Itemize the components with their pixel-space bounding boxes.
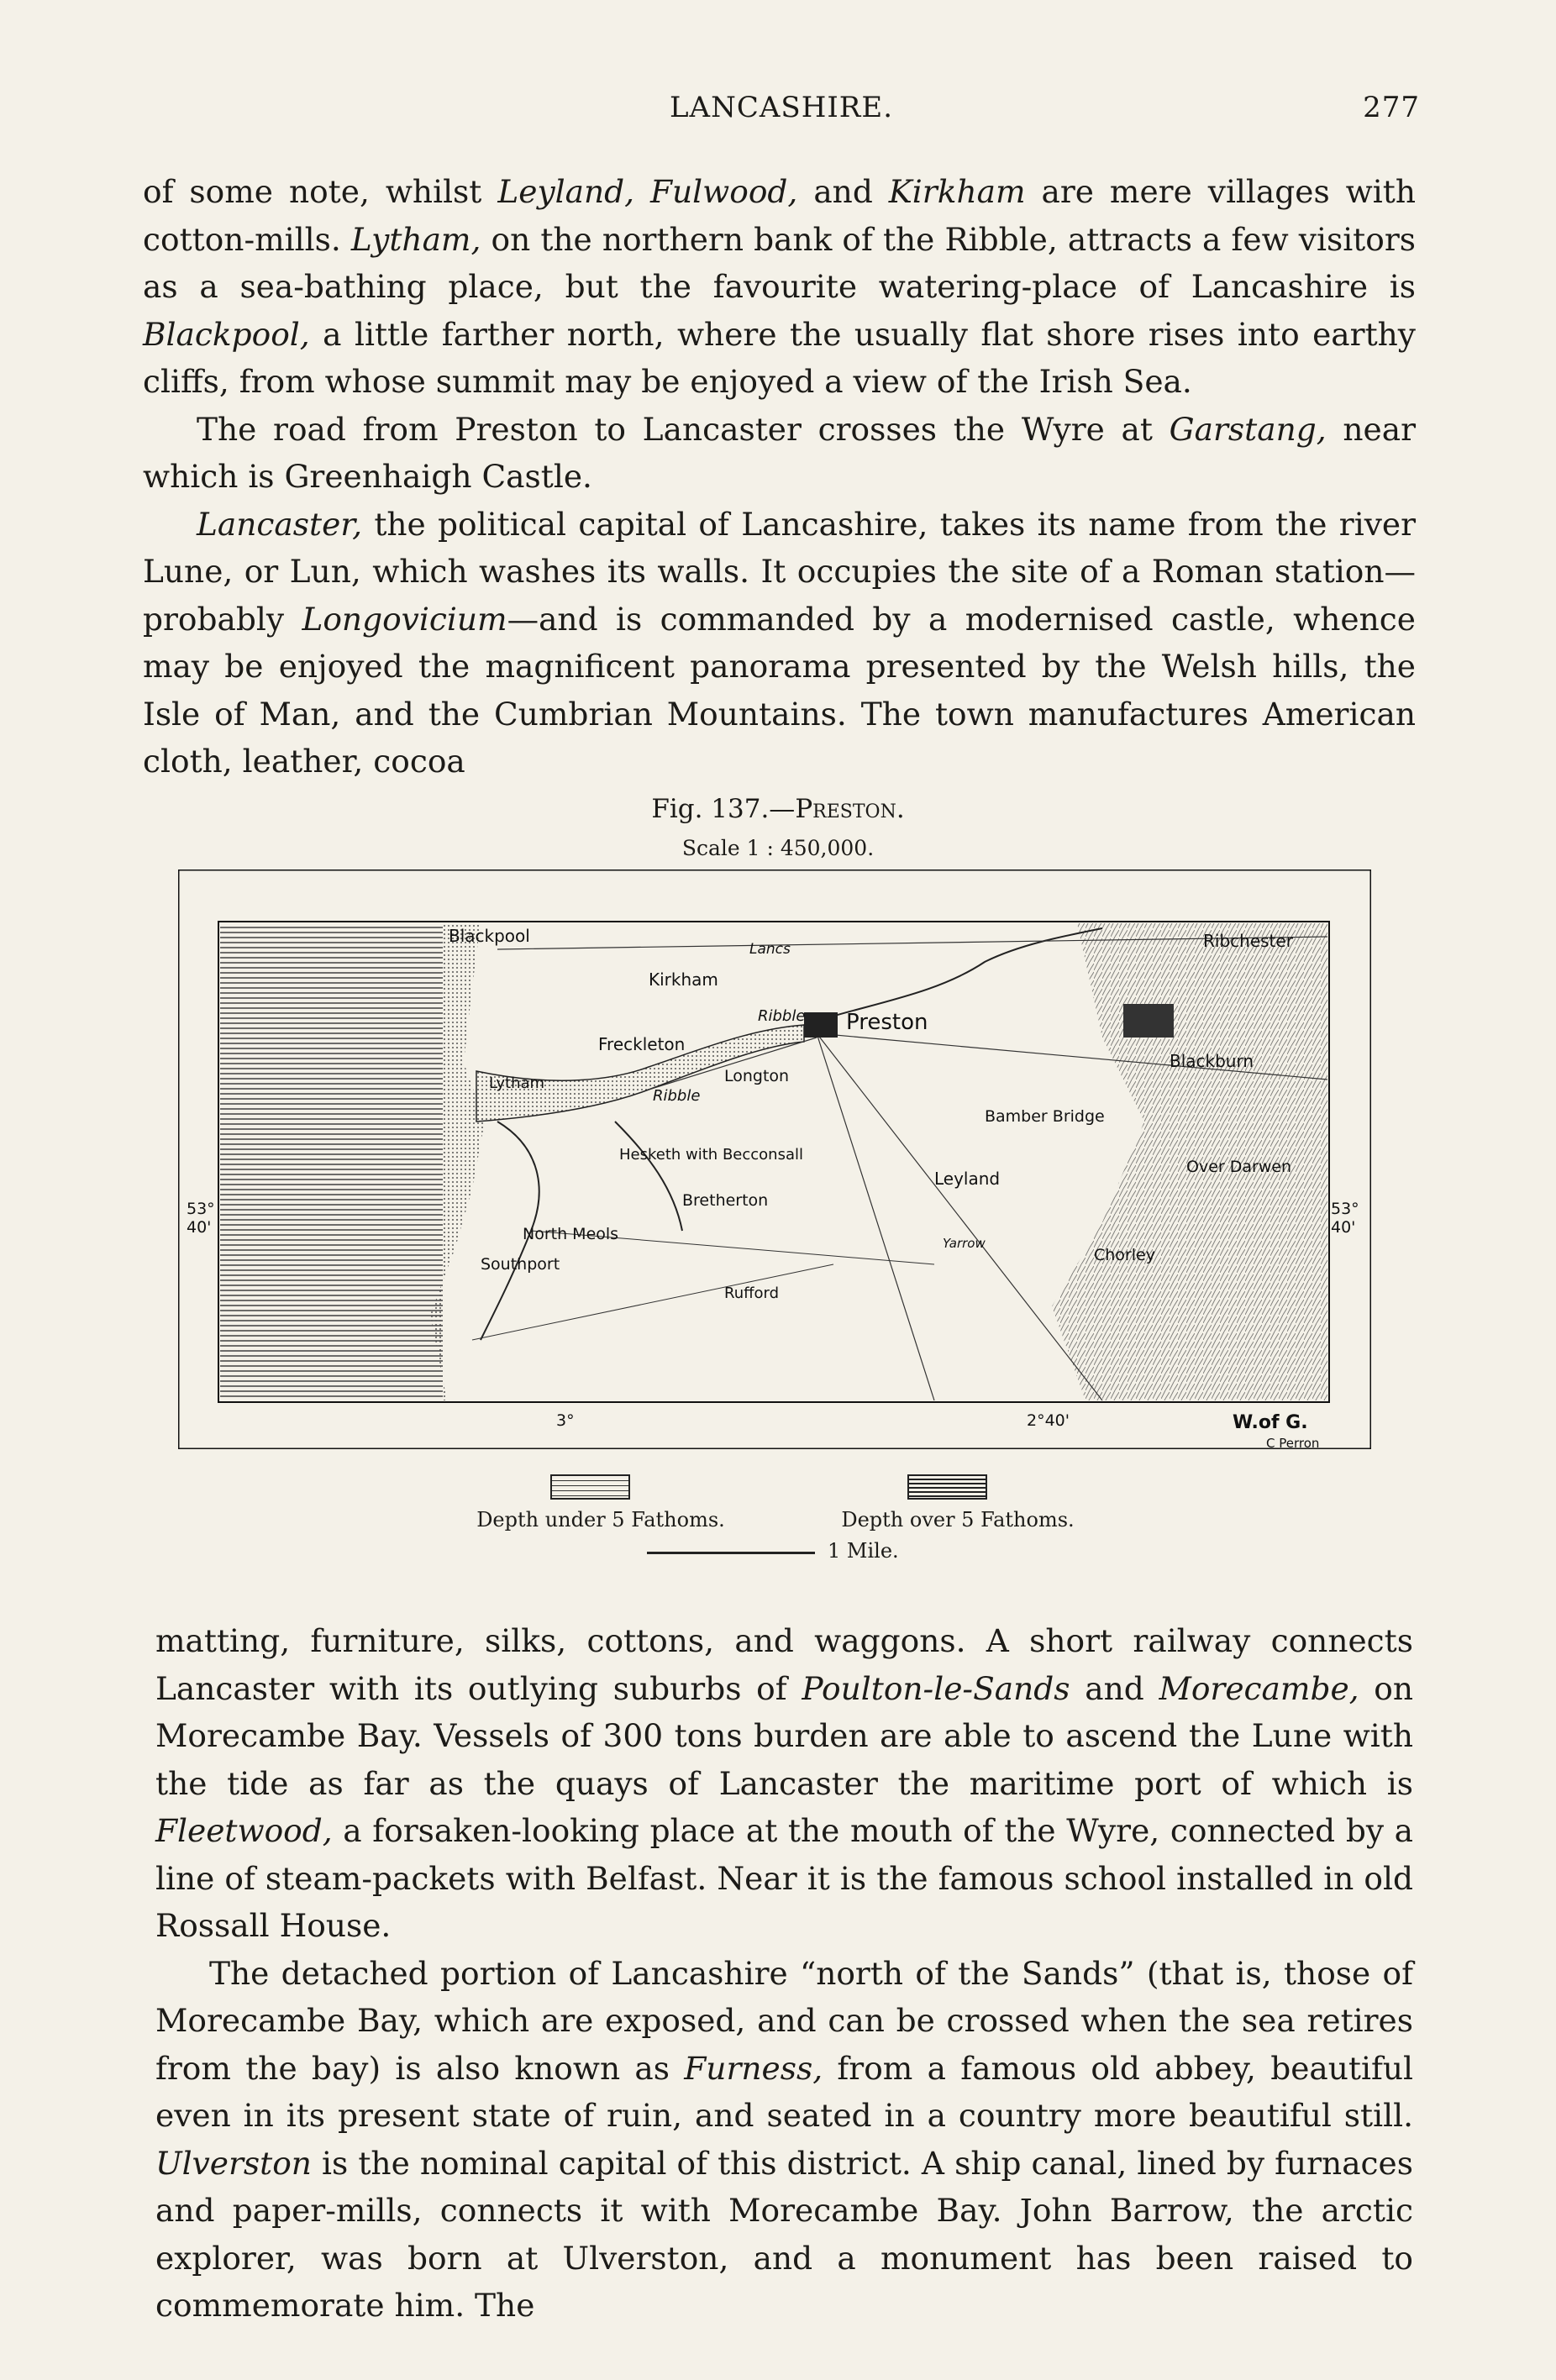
svg-text:3°: 3° — [556, 1411, 575, 1430]
preston-marker — [804, 1012, 838, 1038]
running-header — [143, 91, 1420, 133]
svg-text:Leyland: Leyland — [934, 1169, 1001, 1189]
paragraph: of some note, whilst Leyland, Fulwood, and Kirkham are mere villages with cotton-mills. Lytham, on the northern bank of the Ribble, attracts a few visitors as a sea-bathing place, but the favourite watering-place of Lancashire is Blackpool, a little farther north, where the usually flat shore rises into earthy cliffs, from whose summit may be enjoyed a view of the Irish Sea. — [143, 173, 1417, 400]
paragraph: matting, furniture, silks, cottons, and waggons. A short railway connects Lancaster with its outlying suburbs of Poulton-le-Sands and Morecambe, on Morecambe Bay. Vessels of 300 tons burden are able to ascend the Lune with the tide as far as the quays of Lancaster the maritime port of which is Fleetwood, a forsaken-looking place at the mouth of the Wyre, connected by a line of steam-packets with Belfast. Near it is the famous school installed in old Rossall House. — [155, 1622, 1414, 1944]
svg-text:Ribble: Ribble — [653, 1087, 701, 1105]
map-legend — [454, 1474, 1126, 1567]
svg-text:Longton: Longton — [724, 1067, 790, 1085]
map-figure — [178, 870, 1371, 1449]
svg-text:Bretherton: Bretherton — [682, 1191, 769, 1210]
svg-text:Freckleton: Freckleton — [598, 1034, 686, 1054]
legend-scale-label: 1 Mile. — [828, 1539, 899, 1563]
legend-label-shallow: Depth under 5 Fathoms. — [476, 1508, 725, 1532]
svg-text:Preston: Preston — [846, 1010, 928, 1035]
svg-text:North Meols: North Meols — [523, 1225, 619, 1243]
svg-text:Lancs: Lancs — [749, 941, 791, 958]
paragraph: The road from Preston to Lancaster crosses the Wyre at Garstang, near which is Greenhaigh Castle. — [143, 410, 1416, 495]
paragraph: The detached portion of Lancashire “north of the Sands” (that is, those of Morecambe Bay, which are exposed, and can be crossed when the sea retires from the bay) is also known as Furness, from a famous old abbey, beautiful even in its present state of ruin, and seated in a country more beautiful still. Ulverston is the nominal capital of this district. A ship canal, lined by furnaces and paper-mills, connects it with Morecambe Bay. John Barrow, the arctic explorer, was born at Ulverston, and a monument has been raised to commemorate him. The — [155, 1954, 1413, 2324]
svg-text:Rufford: Rufford — [724, 1285, 780, 1302]
svg-text:40': 40' — [187, 1218, 212, 1237]
svg-text:Ribchester: Ribchester — [1203, 931, 1293, 951]
svg-text:Ribble: Ribble — [758, 1007, 806, 1025]
legend-label-deep: Depth over 5 Fathoms. — [841, 1508, 1075, 1532]
svg-text:C Perron: C Perron — [1266, 1436, 1320, 1449]
blackburn-marker — [1123, 1004, 1174, 1038]
figure-caption: Fig. 137.—Preston. — [651, 794, 905, 824]
map-illustration — [178, 870, 1371, 1449]
text-block-bottom — [155, 1617, 1413, 2330]
svg-text:Kirkham: Kirkham — [649, 969, 718, 990]
figure-scale: Scale 1 : 450,000. — [681, 836, 875, 860]
svg-text:2°40': 2°40' — [1027, 1411, 1070, 1430]
svg-text:Blackburn: Blackburn — [1170, 1051, 1254, 1071]
svg-text:Hesketh with Becconsall: Hesketh with Becconsall — [619, 1146, 803, 1164]
paragraph: Lancaster, the political capital of Lancashire, takes its name from the river Lune, or Lun, which washes its walls. It occupies the site of a Roman station—probably Longovicium—and is commanded by a modernised castle, whence may be enjoyed the magnificent panorama presented by the Welsh hills, the Isle of Man, and the Cumbrian Mountains. The town manufactures American cloth, leather, cocoa — [143, 505, 1416, 780]
svg-text:Chorley: Chorley — [1094, 1246, 1155, 1264]
svg-text:W.of G.: W.of G. — [1233, 1412, 1308, 1433]
svg-text:Over Darwen: Over Darwen — [1186, 1158, 1292, 1176]
svg-text:Bamber Bridge: Bamber Bridge — [985, 1107, 1105, 1126]
svg-text:53°: 53° — [1331, 1200, 1359, 1218]
svg-text:Lytham: Lytham — [489, 1074, 545, 1092]
svg-text:40': 40' — [1331, 1218, 1356, 1237]
legend-scale-bar — [647, 1552, 815, 1554]
running-title: LANCASHIRE. — [669, 91, 894, 124]
svg-text:Yarrow: Yarrow — [943, 1236, 986, 1251]
svg-text:53°: 53° — [187, 1200, 215, 1218]
svg-text:Blackpool: Blackpool — [449, 926, 530, 946]
svg-text:Southport: Southport — [481, 1255, 560, 1274]
legend-swatch-deep — [907, 1474, 987, 1500]
page-number: 277 — [1363, 91, 1420, 124]
legend-swatch-shallow — [550, 1474, 630, 1500]
text-block-top — [143, 168, 1416, 785]
deep-sea — [220, 923, 443, 1400]
